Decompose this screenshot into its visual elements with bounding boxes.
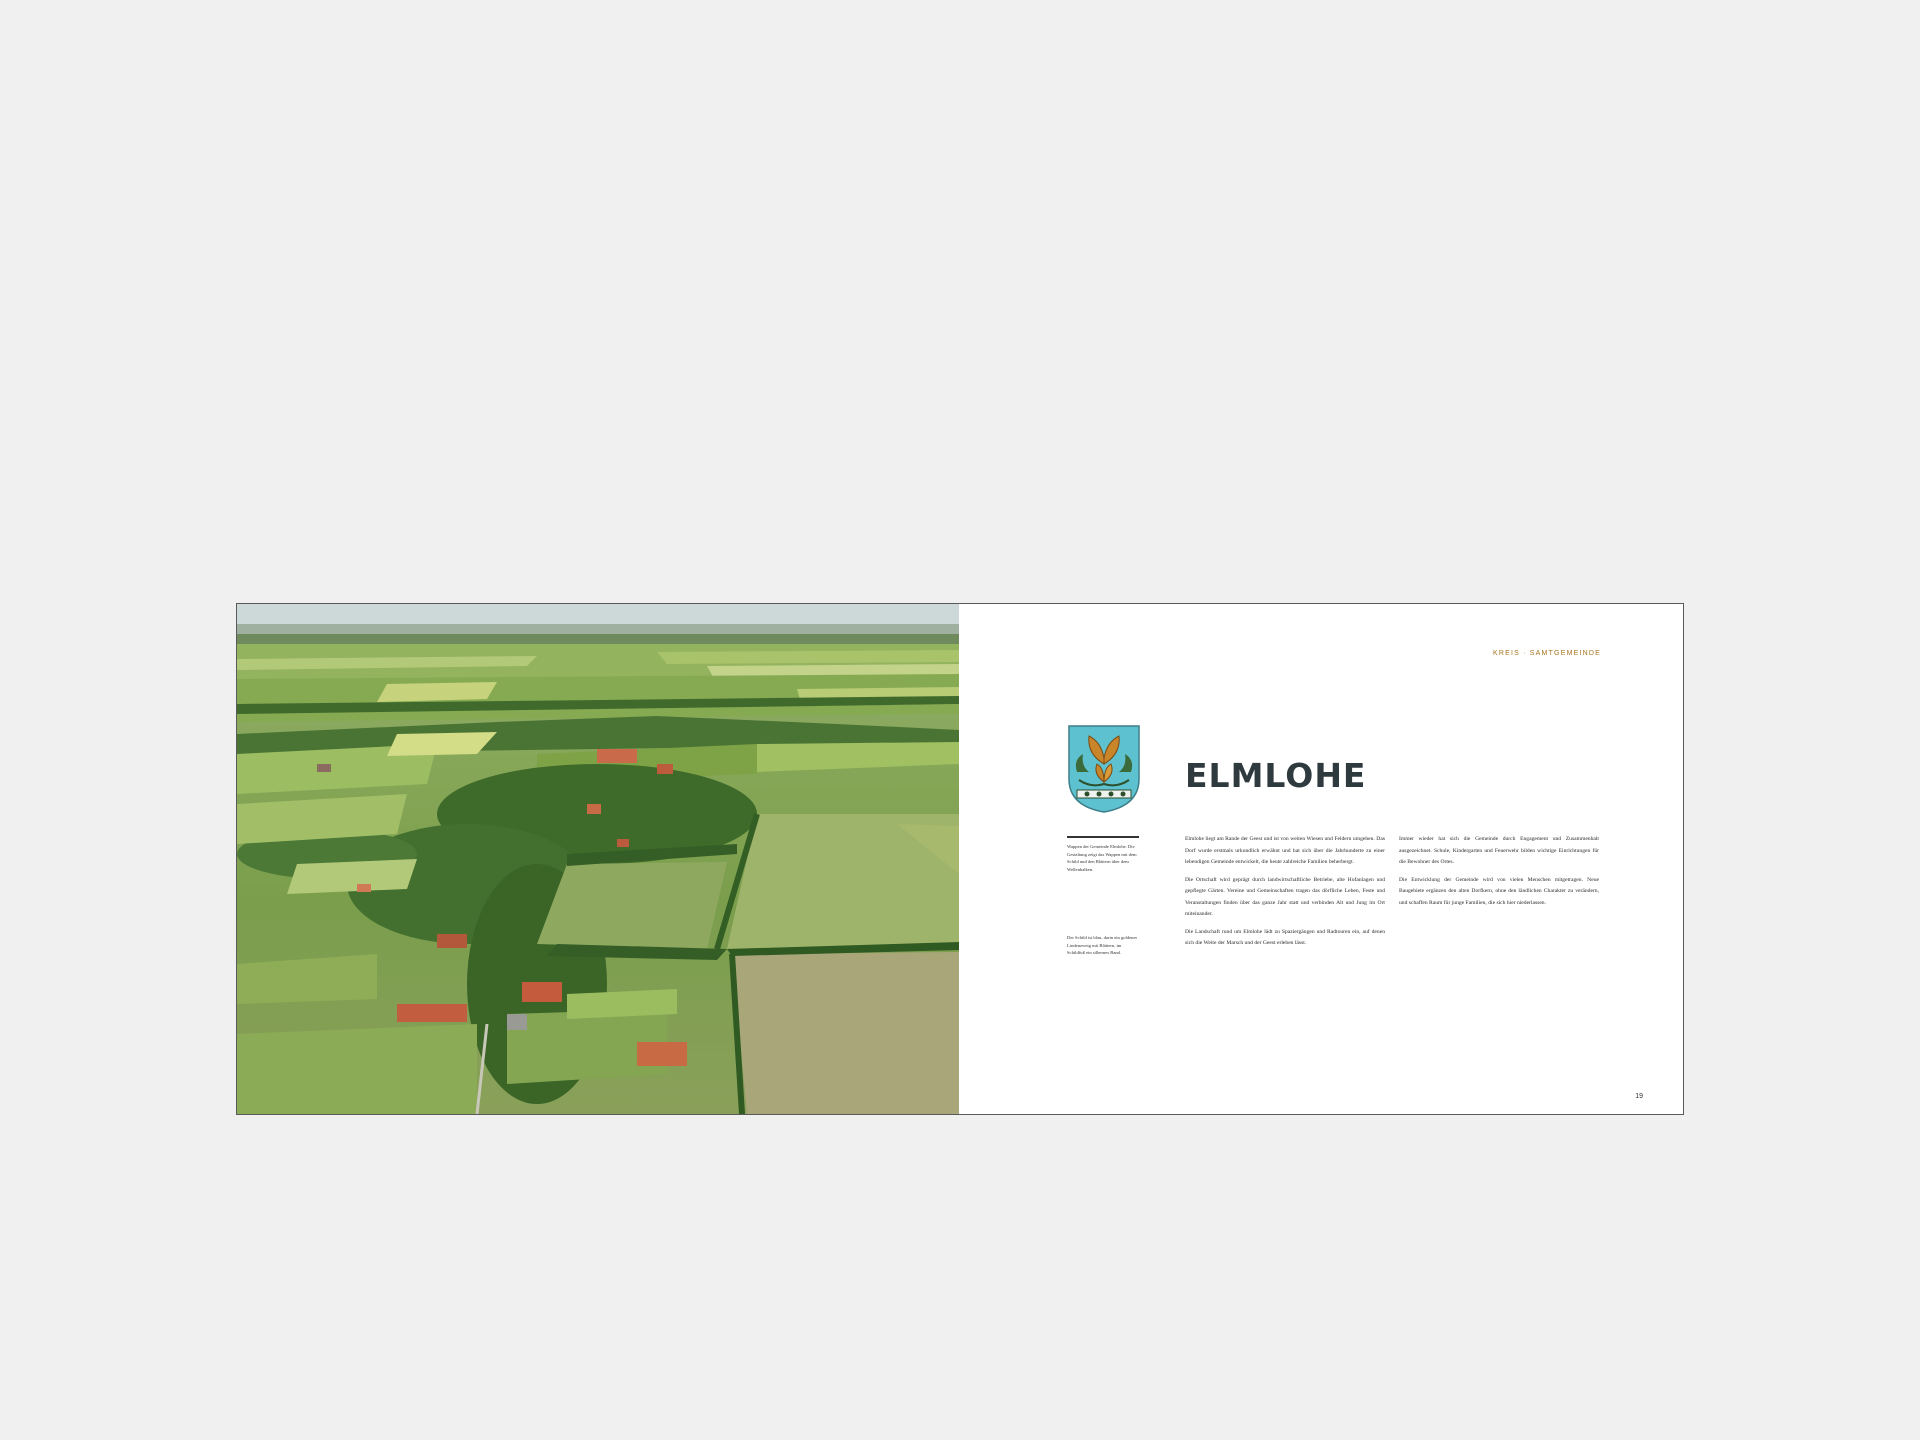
sidebar-note-1: Wappen der Gemeinde Elmlohe. Die Gestaltung zeigt das Wappen mit dem Schild und den Blättern über dem Wellenbalken. xyxy=(1067,844,1137,872)
body-column-2 xyxy=(1399,834,1599,915)
coat-of-arms-icon xyxy=(1067,724,1141,814)
text-page xyxy=(959,604,1683,1114)
body-paragraph: Die Landschaft rund um Elmlohe lädt zu Spaziergängen und Radtouren ein, auf denen sich die Weite der Marsch und der Geest erleben lässt. xyxy=(1185,928,1385,946)
aerial-landscape-illustration xyxy=(237,604,959,1114)
page-title: ELMLOHE xyxy=(1185,756,1367,795)
aerial-landscape-photo xyxy=(237,604,959,1114)
sidebar-rule xyxy=(1067,836,1139,838)
book-spread xyxy=(236,603,1684,1115)
body-paragraph: Die Ortschaft wird geprägt durch landwirtschaftliche Betriebe, alte Hofanlagen und gepflegte Gärten. Vereine und Gemeinschaften tragen das dörfliche Leben, Feste und Veranstaltungen finden über das ganze Jahr statt und verbinden Alt und Jung im Ort miteinander. xyxy=(1185,876,1385,917)
sidebar-note-2: Der Schild ist blau, darin ein goldener Lindenzweig mit Blättern, im Schildfuß ein silbernes Band. xyxy=(1067,935,1138,956)
body-paragraph: Elmlohe liegt am Rande der Geest und ist von weiten Wiesen und Feldern umgeben. Das Dorf wurde erstmals urkundlich erwähnt und hat sich über die Jahrhunderte zu einer lebendigen Gemeinde entwickelt, die heute zahlreiche Familien beherbergt. xyxy=(1185,836,1385,865)
body-paragraph: Immer wieder hat sich die Gemeinde durch Engagement und Zusammenhalt ausgezeichnet. Schule, Kindergarten und Feuerwehr bilden wichtige Einrichtungen für die Bewohner des Ortes. xyxy=(1399,836,1599,865)
body-column-1 xyxy=(1185,834,1385,956)
body-paragraph: Die Entwicklung der Gemeinde wird von vielen Menschen mitgetragen. Neue Baugebiete ergänzen den alten Dorfkern, ohne den ländlichen Charakter zu verändern, und schaffen Raum für junge Familien, die sich hier niederlassen. xyxy=(1399,876,1599,906)
running-head: KREIS · SAMTGEMEINDE xyxy=(1492,650,1601,657)
page-number: 19 xyxy=(1635,1093,1643,1100)
